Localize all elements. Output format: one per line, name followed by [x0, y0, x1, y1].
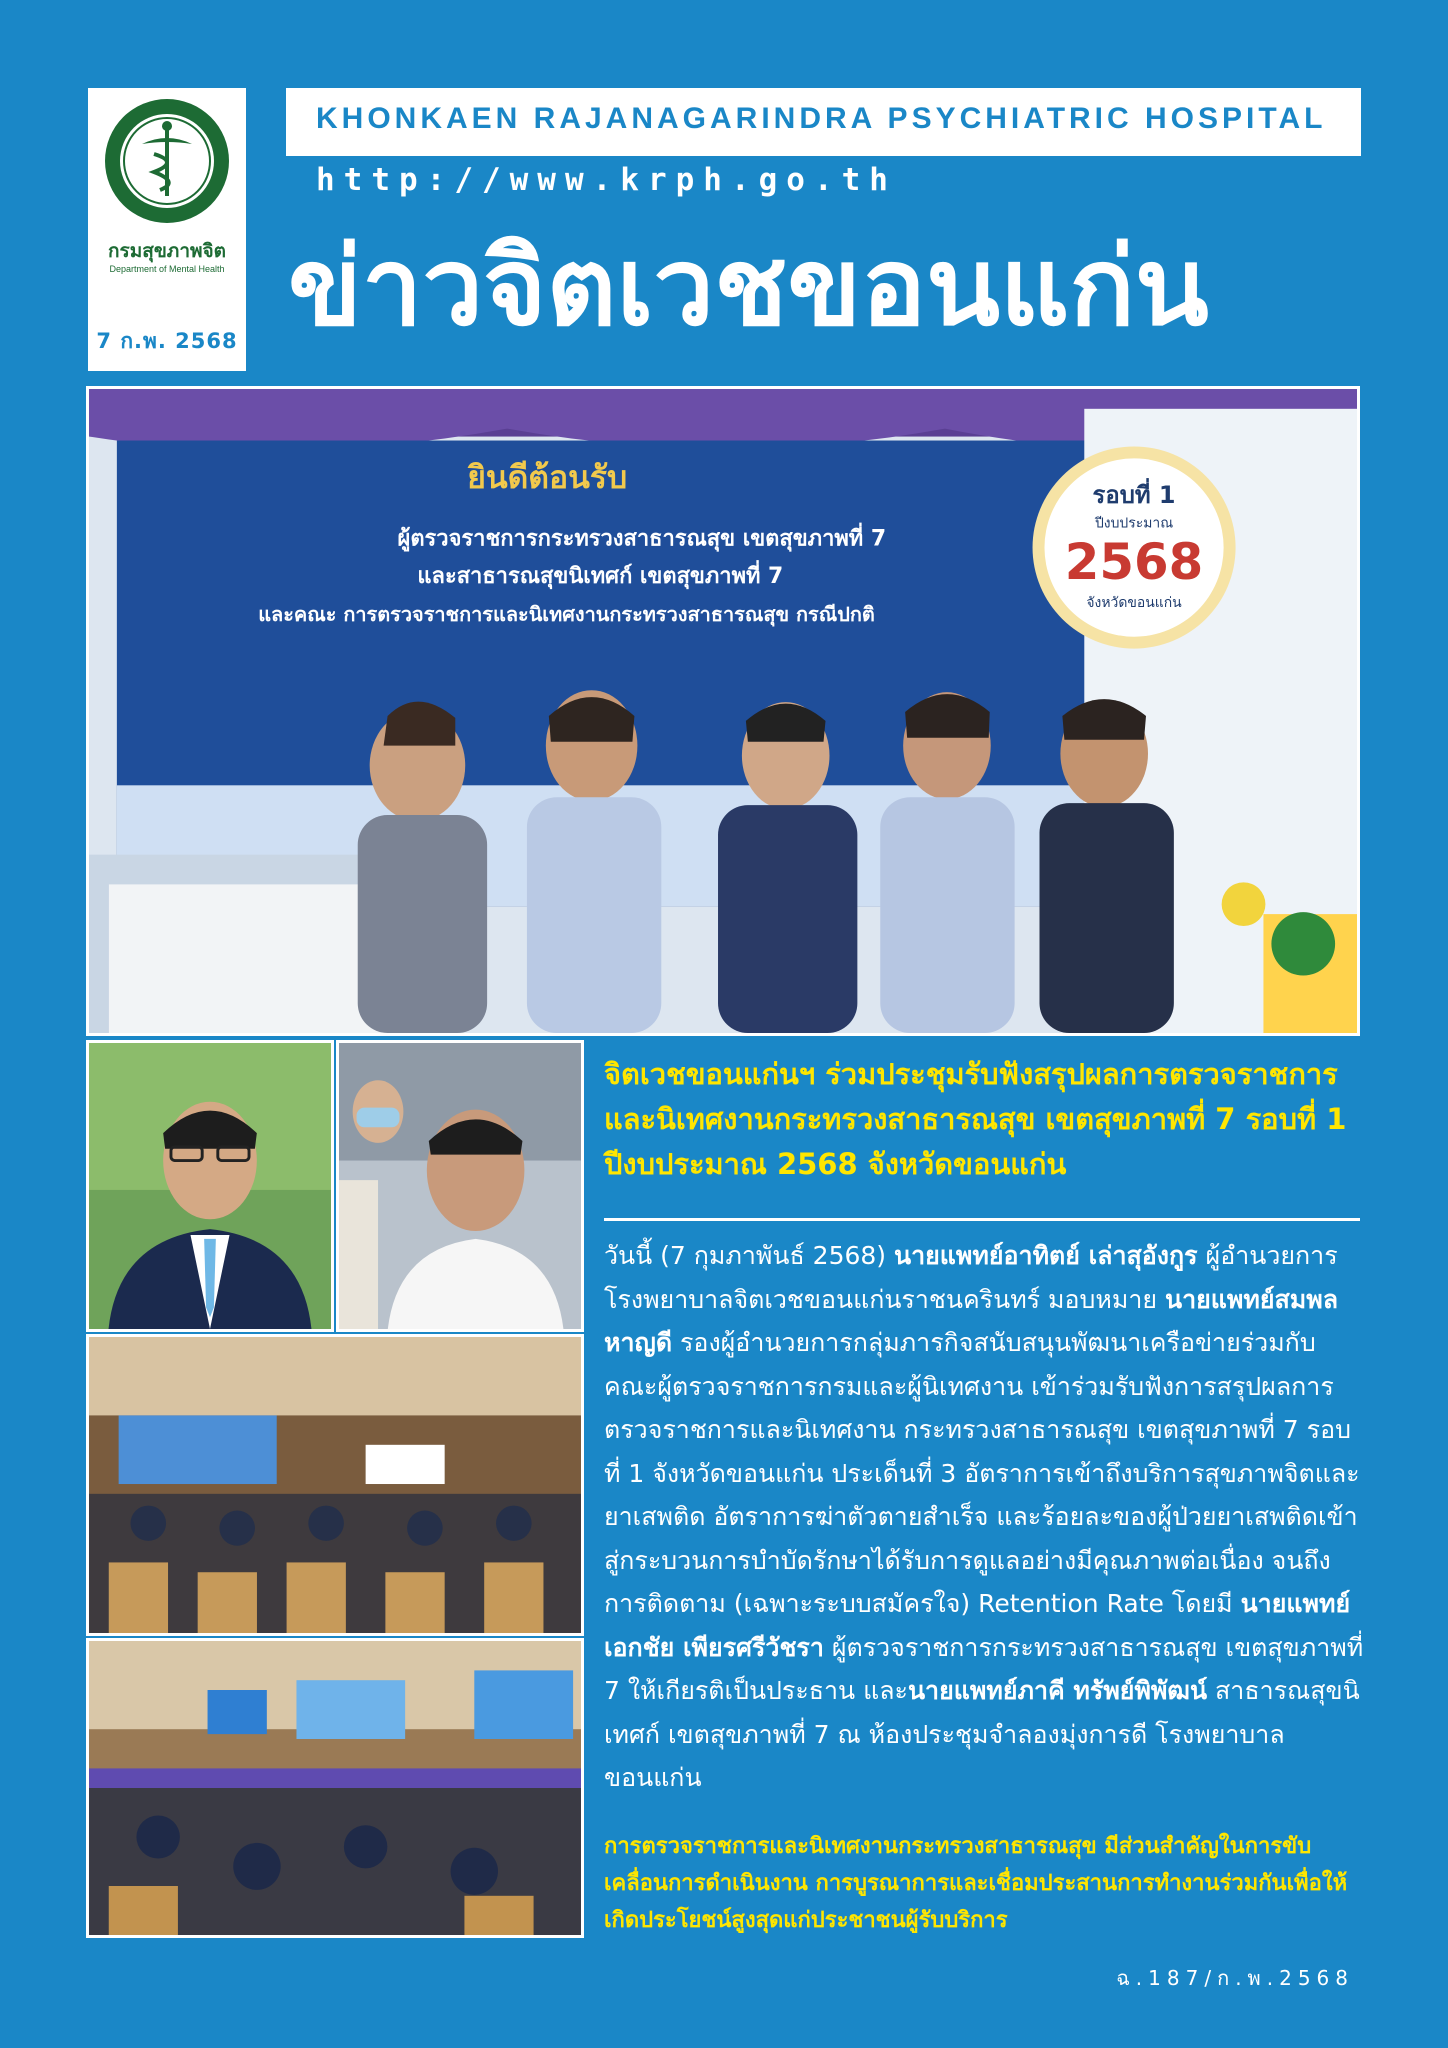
article-closing: การตรวจราชการและนิเทศงานกระทรวงสาธารณสุข มีส่วนสำคัญในการขับเคลื่อนการดำเนินงาน การบูรณาการและเชื่อมประสานการทำงานร่วมกันเพื่อให้เกิดประโยชน์สูงสุดแก่ประชาชนผู้รับบริการ: [604, 1834, 1348, 1933]
meeting-room-photo-2: [86, 1638, 584, 1938]
banner-line-1: ผู้ตรวจราชการกระทรวงสาธารณสุข เขตสุขภาพที่ 7: [397, 526, 887, 552]
article-headline: จิตเวชขอนแก่นฯ ร่วมประชุมรับฟังสรุปผลการตรวจราชการและนิเทศงานกระทรวงสาธารณสุข เขตสุขภาพที่ 7 รอบที่ 1 ปีงบประมาณ 2568 จังหวัดขอนแก่น: [604, 1057, 1347, 1181]
hospital-name: KHONKAEN RAJANAGARINDRA PSYCHIATRIC HOSPITAL: [316, 102, 1327, 135]
main-group-photo: [86, 386, 1360, 1036]
body-text-segment: ผู้ตรวจราชการกระทรวงสาธารณสุข เขตสุขภาพที่ 7 ให้เกียรติเป็นประธาน และ: [604, 1632, 1364, 1705]
article-body: [604, 1234, 1364, 1800]
portrait-photo-1: [86, 1040, 334, 1332]
badge-budget: ปีงบประมาณ: [1094, 515, 1174, 532]
body-text-segment: ผู้อำนวยการโรงพยาบาลจิตเวชขอนแก่นราชนครินทร์ มอบหมาย: [604, 1241, 1338, 1314]
person-name-deputy: นายแพทย์สมพล หาญดี: [604, 1284, 1339, 1357]
issue-date: 7 ก.พ. 2568: [96, 329, 238, 353]
body-text-segment: รองผู้อำนวยการกลุ่มภารกิจสนับสนุนพัฒนาเครือข่ายร่วมกับคณะผู้ตรวจราชการกรมและผู้นิเทศงาน เข้าร่วมรับฟังการสรุปผลการตรวจราชการและนิเทศงาน กระทรวงสาธารณสุข เขตสุขภาพที่ 7 รอบที่ 1 จังหวัดขอนแก่น ประเด็นที่ 3 อัตราการเข้าถึงบริการสุขภาพจิตและยาเสพติด อัตราการฆ่าตัวตายสำเร็จ และร้อยละของผู้ป่วยยาเสพติดเข้าสู่กระบวนการบำบัดรักษาได้รับการดูแลอย่างมีคุณภาพต่อเนื่อง จนถึงการติดตาม (เฉพาะระบบสมัครใจ) Retention Rate โดยมี: [604, 1328, 1360, 1618]
newsletter-masthead: ข่าวจิตเวชขอนแก่น: [288, 225, 1209, 350]
person-name-director: นายแพทย์อาทิตย์ เล่าสุอังกูร: [894, 1241, 1198, 1270]
hospital-name-bar: [286, 88, 1361, 156]
badge-province: จังหวัดขอนแก่น: [1086, 594, 1182, 611]
banner-welcome: ยินดีต้อนรับ: [467, 460, 628, 497]
badge-round: รอบที่ 1: [1092, 480, 1176, 509]
banner-line-2: และสาธารณสุขนิเทศก์ เขตสุขภาพที่ 7: [417, 564, 784, 590]
ministry-seal-icon: [102, 96, 232, 226]
badge-year: 2568: [1064, 533, 1204, 592]
banner-line-3: และคณะ การตรวจราชการและนิเทศงานกระทรวงสาธารณสุข กรณีปกติ: [258, 602, 875, 626]
department-name-english: Department of Mental Health: [109, 264, 225, 274]
website-url: http://www.krph.go.th: [316, 162, 897, 198]
department-name-thai: กรมสุขภาพจิต: [107, 240, 226, 262]
issue-reference: ฉ.187/ก.พ.2568: [1116, 1966, 1354, 1990]
person-name-inspector: นายแพทย์เอกชัย เพียรศรีวัชรา: [604, 1589, 1351, 1662]
portrait-photo-2: [336, 1040, 584, 1332]
body-text-segment: วันนี้ (7 กุมภาพันธ์ 2568): [604, 1241, 895, 1270]
meeting-room-photo-1: [86, 1334, 584, 1636]
body-text-segment: สาธารณสุขนิเทศก์ เขตสุขภาพที่ 7 ณ ห้องประชุมจำลองมุ่งการดี โรงพยาบาลขอนแก่น: [604, 1676, 1360, 1792]
department-logo-box: [88, 88, 246, 371]
person-name-supervisor: นายแพทย์ภาคี ทรัพย์พิพัฒน์: [907, 1676, 1208, 1705]
headline-divider: [604, 1218, 1360, 1221]
